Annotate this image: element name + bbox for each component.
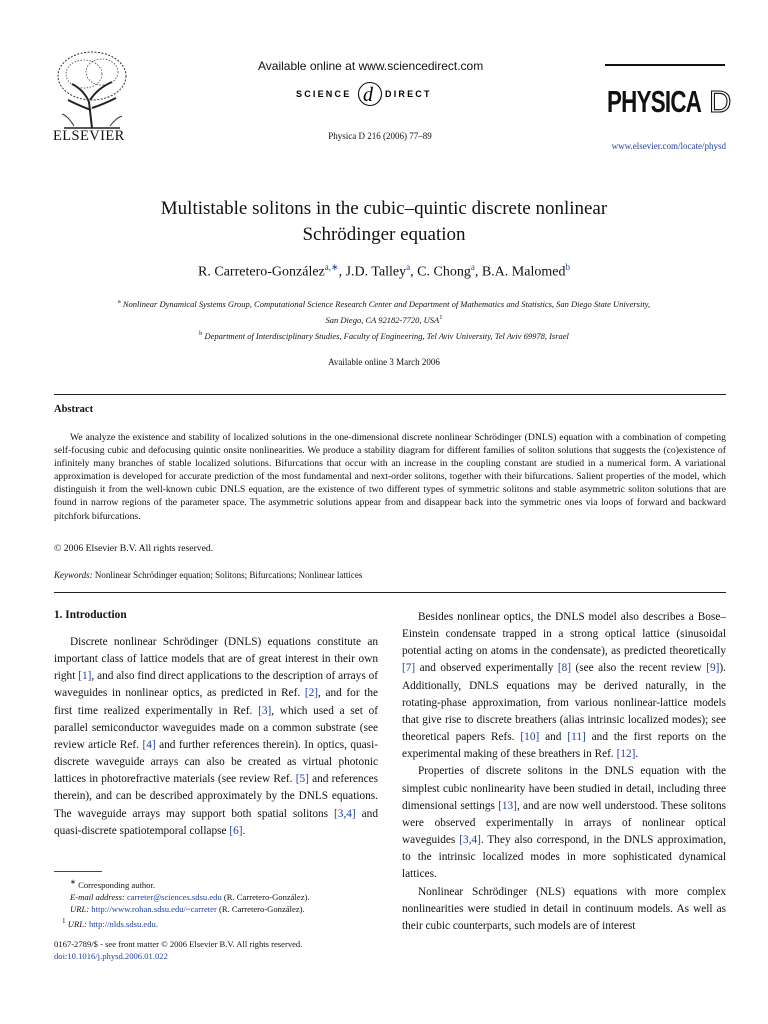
affiliation-b-mark: b bbox=[199, 329, 203, 337]
affiliation-b bbox=[54, 327, 714, 343]
citation-link[interactable]: [6] bbox=[229, 824, 243, 837]
abstract-bottom-rule bbox=[54, 592, 726, 593]
author-name: B.A. Malomed bbox=[481, 264, 566, 280]
article-title bbox=[54, 196, 714, 248]
elsevier-tree-logo bbox=[54, 50, 130, 130]
sciencedirect-logo bbox=[258, 80, 476, 108]
intro-paragraph-2: Besides nonlinear optics, the DNLS model also describes a Bose–Einstein condensate trapped in a strong optical lattice (sinusoidal potential acting on atoms in the condensate), as predicted theoretically [7] and observed experimentally [8] (see also the recent review [9]). Additionally, DNLS equations may be derived naturally, in the rotating-phase approximation, from various nonlinear-lattice models that give rise to discrete breathers (alias intrinsic localized modes); see theoretical papers Refs. [10] and [11] and the first reports on the experimental making of these breathers in Ref. [12]. bbox=[402, 611, 726, 761]
citation-link[interactable]: [3] bbox=[258, 704, 272, 717]
author-affiliation-mark[interactable]: a bbox=[470, 262, 475, 272]
email-owner: (R. Carretero-González). bbox=[223, 891, 310, 902]
affiliation-b-text: Department of Interdisciplinary Studies, Faculty of Engineering, Tel Aviv University, Tel Aviv 69978, Israel bbox=[204, 330, 569, 341]
citation-link[interactable]: [4] bbox=[142, 738, 156, 751]
author-name: C. Chong bbox=[417, 264, 471, 280]
abstract-text: We analyze the existence and stability of localized solutions in the one-dimensional discrete nonlinear Schrödinger (DNLS) equation with a combination of competing self-focusing cubic and defocusing quintic onsite nonlinearities. We produce a stability diagram for different families of soliton solutions that suggests the (co)existence of infinitely many branches of stable localized solutions. Bifurcations that occur with an increase in the coupling constant are studied in a numerical form. A variational approximation is developed for accurate prediction of the most fundamental and next-order solitons, together with their bifurcations. Salient properties of the model, which distinguish it from the well-known cubic DNLS equation, are the existence of two different types of symmetric solitons and stable asymmetric soliton solutions that are found in narrow regions of the parameter space. The asymmetric solutions appear from and disappear back into the symmetric ones via loops of forward and backward pitchfork bifurcations. bbox=[54, 432, 726, 522]
affiliation-a-line1: Nonlinear Dynamical Systems Group, Computational Science Research Center and Department of Mathematics and Statistics, San Diego State University, bbox=[122, 298, 651, 309]
footnote-1-label: URL: bbox=[67, 918, 87, 929]
footnote-corresponding bbox=[54, 876, 374, 891]
affiliation-a-note: 1 bbox=[439, 313, 443, 321]
keywords-line bbox=[54, 570, 362, 580]
footnote-1-mark: 1 bbox=[62, 916, 66, 925]
affiliation-a-line2: San Diego, CA 92182-7720, USA bbox=[325, 314, 440, 325]
citation-link[interactable]: [10] bbox=[520, 731, 540, 744]
abstract-heading: Abstract bbox=[54, 404, 94, 415]
citation-link[interactable]: [12] bbox=[616, 748, 636, 761]
citation-link[interactable]: [2] bbox=[304, 687, 319, 700]
keywords-text: Nonlinear Schrödinger equation; Solitons; Bifurcations; Nonlinear lattices bbox=[94, 570, 363, 580]
author-list: R. Carretero-González$^{a,∗}$, J.D. Talley$^a$, C. Chong$^a$, B.A. Malomed$^b$ bbox=[198, 262, 570, 280]
homepage-link[interactable]: http://www.rohan.sdsu.edu/~carreter bbox=[91, 903, 217, 914]
author-name: J.D. Talley bbox=[345, 264, 407, 280]
footnote-email bbox=[54, 891, 374, 903]
affiliation-a-mark: a bbox=[117, 298, 121, 305]
citation-link[interactable]: [13] bbox=[498, 799, 517, 812]
right-column bbox=[402, 609, 726, 935]
url-owner: (R. Carretero-González). bbox=[218, 903, 305, 914]
url-label: URL: bbox=[70, 903, 90, 914]
online-date: Available online 3 March 2006 bbox=[328, 357, 440, 367]
affiliation-a-cont bbox=[54, 311, 714, 327]
journal-reference: Physica D 216 (2006) 77–89 bbox=[328, 131, 432, 141]
sd-science-text: SCIENCE bbox=[296, 89, 352, 99]
abstract-body bbox=[54, 431, 726, 523]
journal-logo-letter: D bbox=[709, 84, 732, 119]
section-heading-introduction: 1. Introduction bbox=[54, 609, 127, 621]
corresponding-mark: ∗ bbox=[70, 878, 76, 886]
citation-link[interactable]: [9] bbox=[706, 662, 720, 675]
footnotes bbox=[54, 876, 374, 930]
intro-paragraph-4: Nonlinear Schrödinger (NLS) equations with more complex nonlinearities were studied in detail in continuum models. As well as their cubic counterparts, such models are of interest bbox=[402, 885, 726, 932]
citation-link[interactable]: [11] bbox=[567, 731, 586, 744]
author-affiliation-mark[interactable]: a,∗ bbox=[324, 262, 339, 272]
journal-url-link[interactable]: www.elsevier.com/locate/physd bbox=[611, 141, 726, 151]
doi-link[interactable]: doi:10.1016/j.physd.2006.01.022 bbox=[54, 951, 168, 961]
affiliation-a bbox=[54, 295, 714, 311]
keywords-label: Keywords: bbox=[54, 570, 93, 580]
left-column bbox=[54, 634, 378, 840]
journal-logo-rule bbox=[605, 64, 725, 66]
footnote-rule bbox=[54, 871, 102, 872]
citation-link[interactable]: [1] bbox=[78, 670, 92, 683]
issn-line: 0167-2789/$ - see front matter © 2006 Elsevier B.V. All rights reserved. bbox=[54, 939, 303, 949]
author-name: R. Carretero-González bbox=[198, 264, 325, 280]
title-line-1: Multistable solitons in the cubic–quintic discrete nonlinear bbox=[160, 198, 608, 219]
intro-paragraph-3: Properties of discrete solitons in the DNLS equation with the simplest cubic nonlinearity have been studied in detail, including three dimensional settings [13], and are now well understood. These solitons were observed experimentally in arrays of nonlinear optical waveguides [3,4]. They also correspond, in the DNLS approximation, to the intrinsic localized modes in more sophisticated dynamical lattices. bbox=[402, 765, 726, 881]
author-affiliation-mark[interactable]: a bbox=[406, 262, 411, 272]
footnote-url bbox=[54, 903, 374, 915]
front-matter bbox=[54, 938, 302, 962]
email-label: E-mail address: bbox=[70, 891, 125, 902]
citation-link[interactable]: [8] bbox=[557, 662, 572, 675]
available-online-text: Available online at www.sciencedirect.com bbox=[258, 59, 484, 73]
citation-link[interactable]: [3,4] bbox=[334, 807, 356, 820]
sd-direct-text: DIRECT bbox=[385, 89, 432, 99]
citation-link[interactable]: [3,4] bbox=[459, 834, 481, 847]
footnote-1 bbox=[54, 915, 374, 930]
affiliations bbox=[54, 295, 714, 342]
author-affiliation-mark[interactable]: b bbox=[565, 262, 570, 272]
citation-link[interactable]: [5] bbox=[295, 773, 309, 786]
sd-at-text: d bbox=[363, 84, 373, 106]
intro-paragraph-1: Discrete nonlinear Schrödinger (DNLS) equations constitute an important class of lattice models that are of great interest in their own right [1], and also find direct applications to the description of arrays of waveguides in nonlinear optics, as predicted in Ref. [2], and for the first time realized experimentally in Ref. [3], which used a set of parallel semiconductor waveguides made on a common substrate (see review article Ref. [4] and further references therein). In optics, quasi-discrete waveguide arrays can also be created as virtual photonic lattices in photorefractive materials (see review Ref. [5] and references therein), and can be described approximately by the DNLS equations. The waveguide arrays may support both spatial solitons [3,4] and quasi-discrete spatiotemporal collapse [6]. bbox=[54, 636, 378, 837]
journal-logo: PHYSICA bbox=[607, 84, 702, 119]
publisher-name: ELSEVIER bbox=[53, 128, 125, 144]
group-url-link[interactable]: http://nlds.sdsu.edu. bbox=[89, 918, 158, 929]
corresponding-text: Corresponding author. bbox=[78, 879, 156, 890]
email-link[interactable]: carreter@sciences.sdsu.edu bbox=[126, 891, 222, 902]
abstract-top-rule bbox=[54, 394, 726, 395]
title-line-2: Schrödinger equation bbox=[302, 224, 466, 245]
citation-link[interactable]: [7] bbox=[402, 662, 416, 675]
abstract-copyright: © 2006 Elsevier B.V. All rights reserved. bbox=[54, 543, 214, 554]
